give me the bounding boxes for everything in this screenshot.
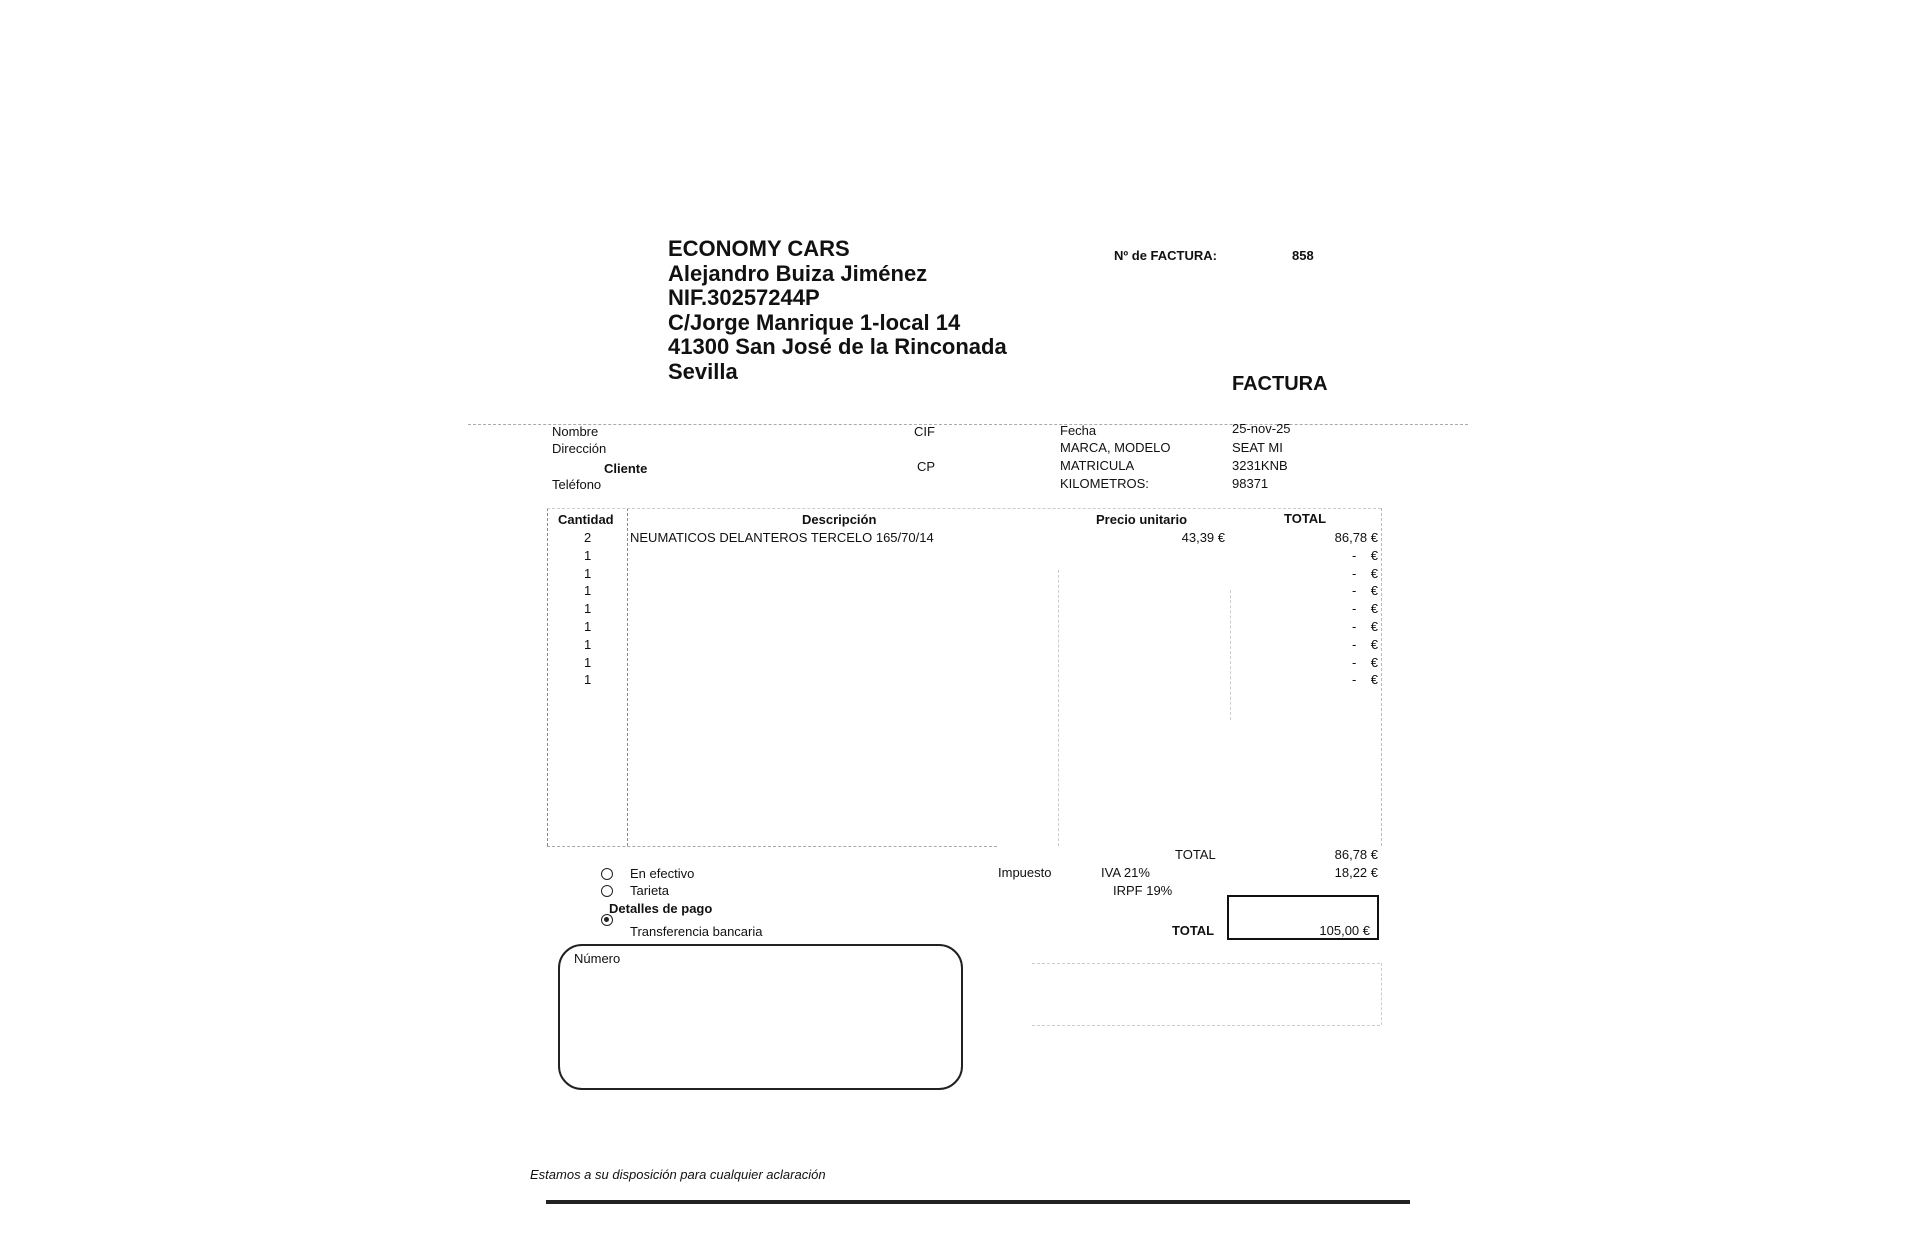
table-border-right bbox=[1381, 508, 1382, 846]
company-owner: Alejandro Buiza Jiménez bbox=[668, 260, 928, 286]
radio-tarjeta[interactable] bbox=[601, 885, 613, 897]
row-total: - € bbox=[1351, 548, 1378, 563]
row-qty: 1 bbox=[584, 637, 592, 652]
table-divider-price bbox=[1230, 590, 1231, 720]
notes-box-top bbox=[1032, 963, 1380, 964]
client-direccion-label: Dirección bbox=[552, 441, 607, 456]
scan-divider bbox=[468, 424, 1468, 425]
total-label: TOTAL bbox=[1172, 923, 1215, 938]
footer-rule bbox=[546, 1200, 1410, 1204]
row-qty: 1 bbox=[584, 583, 592, 598]
fecha-label: Fecha bbox=[1060, 423, 1097, 438]
row-qty: 2 bbox=[584, 530, 592, 545]
table-divider-qty bbox=[627, 508, 628, 846]
row-qty: 1 bbox=[584, 619, 592, 634]
radio-efectivo[interactable] bbox=[601, 868, 613, 880]
row-qty: 1 bbox=[584, 672, 592, 687]
radio-transferencia[interactable] bbox=[601, 914, 613, 926]
impuesto-label: Impuesto bbox=[998, 865, 1052, 880]
row-qty: 1 bbox=[584, 655, 592, 670]
invoice-number-label: Nº de FACTURA: bbox=[1114, 248, 1217, 263]
client-cif-label: CIF bbox=[914, 424, 935, 439]
iva-value: 18,22 € bbox=[1334, 865, 1378, 880]
company-nif: NIF.30257244P bbox=[668, 285, 820, 310]
footer-note: Estamos a su disposición para cualquier aclaración bbox=[530, 1167, 826, 1182]
table-border-left bbox=[547, 508, 548, 846]
row-price: 43,39 € bbox=[1181, 530, 1225, 545]
company-city: 41300 San José de la Rinconada bbox=[668, 334, 1007, 359]
row-total: 86,78 € bbox=[1334, 530, 1378, 545]
row-qty: 1 bbox=[584, 548, 592, 563]
row-qty: 1 bbox=[584, 566, 592, 581]
marca-label: MARCA, MODELO bbox=[1060, 440, 1171, 455]
invoice-number: 858 bbox=[1292, 248, 1314, 263]
company-province: Sevilla bbox=[668, 358, 738, 384]
row-total: - € bbox=[1351, 566, 1378, 581]
payment-efectivo-label: En efectivo bbox=[630, 866, 695, 881]
table-divider-desc bbox=[1058, 570, 1059, 846]
km-label: KILOMETROS: bbox=[1060, 476, 1149, 491]
row-desc: NEUMATICOS DELANTEROS TERCELO 165/70/14 bbox=[630, 530, 934, 545]
payment-details-heading: Detalles de pago bbox=[609, 901, 713, 916]
table-bottom-border bbox=[547, 846, 997, 847]
header-precio: Precio unitario bbox=[1096, 512, 1188, 527]
client-cp-label: CP bbox=[917, 459, 936, 474]
client-telefono-label: Teléfono bbox=[552, 477, 602, 492]
header-descripcion: Descripción bbox=[802, 512, 877, 527]
header-cantidad: Cantidad bbox=[558, 512, 614, 527]
marca-value: SEAT MI bbox=[1232, 440, 1283, 455]
row-qty: 1 bbox=[584, 601, 592, 616]
client-section-label: Cliente bbox=[604, 461, 648, 476]
km-value: 98371 bbox=[1232, 476, 1269, 491]
row-total: - € bbox=[1351, 637, 1378, 652]
document-title: FACTURA bbox=[1232, 373, 1328, 395]
subtotal-label: TOTAL bbox=[1175, 847, 1216, 862]
total-value: 105,00 € bbox=[1319, 923, 1370, 938]
subtotal-value: 86,78 € bbox=[1334, 847, 1378, 862]
company-address: C/Jorge Manrique 1-local 14 bbox=[668, 309, 961, 335]
table-top-border bbox=[547, 508, 1381, 509]
notes-box-right bbox=[1381, 963, 1382, 1025]
iva-label: IVA 21% bbox=[1101, 865, 1150, 880]
irpf-label: IRPF 19% bbox=[1113, 883, 1173, 898]
numero-label: Número bbox=[574, 951, 621, 966]
company-block bbox=[668, 237, 1007, 384]
row-total: - € bbox=[1351, 601, 1378, 616]
notes-box-bottom bbox=[1032, 1025, 1380, 1026]
client-nombre-label: Nombre bbox=[552, 424, 599, 439]
row-total: - € bbox=[1351, 655, 1378, 670]
row-total: - € bbox=[1351, 583, 1378, 598]
row-total: - € bbox=[1351, 619, 1378, 634]
header-total: TOTAL bbox=[1284, 511, 1327, 526]
matricula-value: 3231KNB bbox=[1232, 458, 1288, 473]
payment-tarjeta-label: Tarieta bbox=[630, 883, 670, 898]
payment-transferencia-label: Transferencia bancaria bbox=[630, 924, 763, 939]
row-total: - € bbox=[1351, 672, 1378, 687]
fecha-value: 25-nov-25 bbox=[1232, 421, 1291, 436]
matricula-label: MATRICULA bbox=[1060, 458, 1135, 473]
company-name: ECONOMY CARS bbox=[668, 236, 850, 261]
